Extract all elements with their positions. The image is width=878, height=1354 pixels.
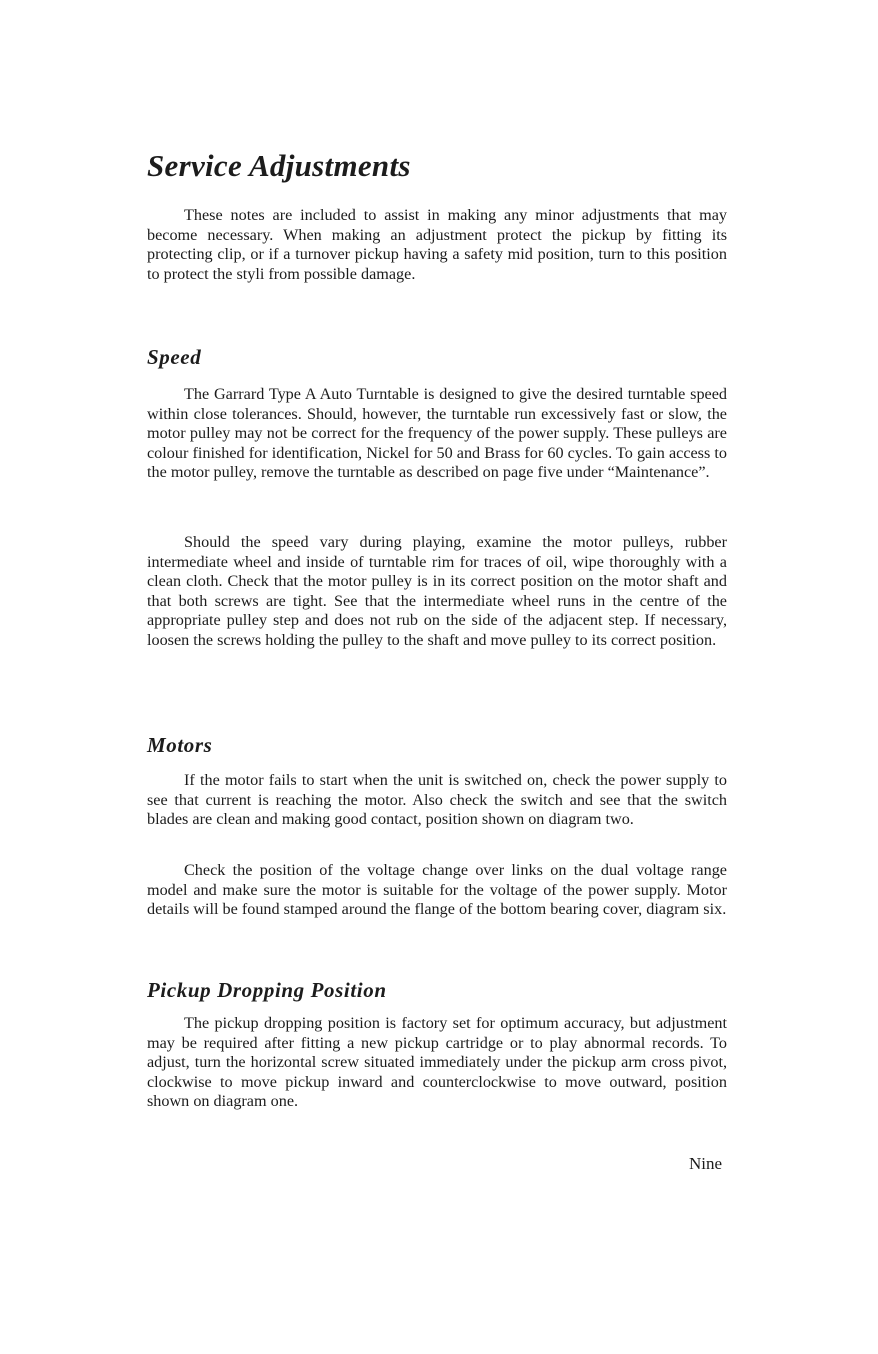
page-title: Service Adjustments [147, 148, 411, 183]
section-heading-motors: Motors [147, 733, 213, 757]
motors-paragraph-1: If the motor fails to start when the unit is switched on, check the power supply to see that current is reaching the motor. Also check the switch and see that the switch blades are clean and making good contact, position shown on diagram two. [147, 771, 727, 829]
section-heading-pickup-dropping-position: Pickup Dropping Position [147, 978, 387, 1002]
pickup-paragraph-1: The pickup dropping position is factory set for optimum accuracy, but adjustment may be required after fitting a new pickup cartridge or to play abnormal records. To adjust, turn the horizontal screw situated immediately under the pickup arm cross pivot, clockwise to move pickup inward and counterclockwise to move outward, position shown on diagram one. [147, 1014, 727, 1111]
section-heading-speed: Speed [147, 345, 202, 369]
speed-paragraph-1: The Garrard Type A Auto Turntable is designed to give the desired turntable speed within close tolerances. Should, however, the turntable run excessively fast or slow, the motor pulley may not be correct for the frequency of the power supply. These pulleys are colour finished for identification, Nickel for 50 and Brass for 60 cycles. To gain access to the motor pulley, remove the turntable as described on page five under “Maintenance”. [147, 385, 727, 482]
motors-paragraph-2: Check the position of the voltage change over links on the dual voltage range model and make sure the motor is suitable for the voltage of the power supply. Motor details will be found stamped around the flange of the bottom bearing cover, diagram six. [147, 861, 727, 919]
page-number: Nine [688, 1154, 722, 1173]
speed-paragraph-2: Should the speed vary during playing, examine the motor pulleys, rubber intermediate wheel and inside of turntable rim for traces of oil, wipe thoroughly with a clean cloth. Check that the motor pulley is in its correct position on the motor shaft and that both screws are tight. See that the intermediate wheel runs in the centre of the appropriate pulley step and does not rub on the side of the adjacent step. If necessary, loosen the screws holding the pulley to the shaft and move pulley to its correct position. [147, 533, 727, 649]
intro-paragraph: These notes are included to assist in making any minor adjustments that may become necessary. When making an adjustment protect the pickup by fitting its protecting clip, or if a turnover pickup having a safety mid position, turn to this position to protect the styli from possible damage. [147, 206, 727, 283]
